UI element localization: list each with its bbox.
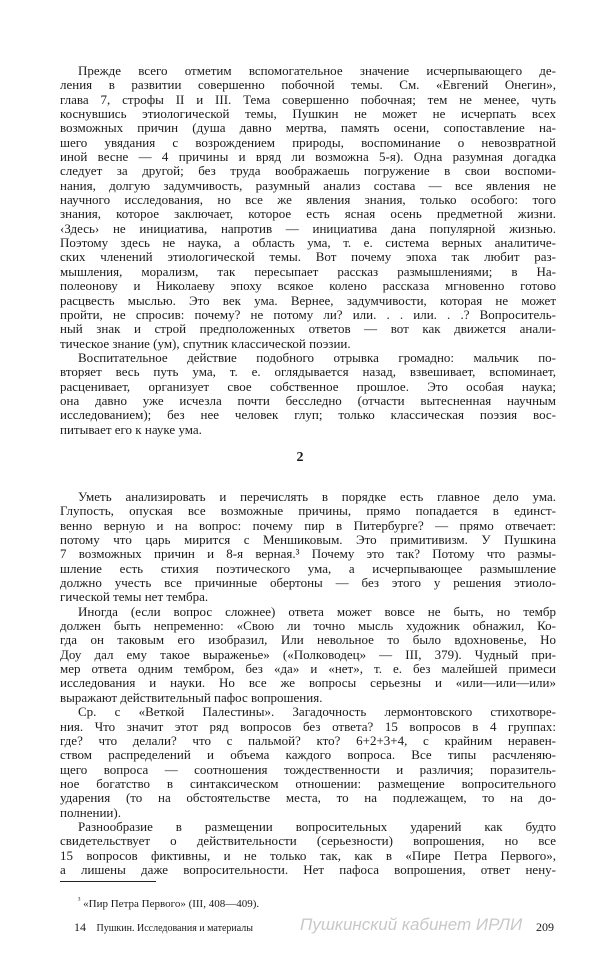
text-line: полнении).	[60, 804, 121, 820]
text-line: вторяет весь путь ума, т. е. оглядывается назад, взвешивает, вспоминает,	[60, 364, 556, 380]
text-line: 15 вопросов фиктивны, и не только так, как в «Пире Петра Первого»,	[60, 847, 556, 863]
text-line: потому что царь мирится с Меншиковым. Это примитивизм. У Пушкина	[60, 532, 556, 548]
text-line: 7 возможных причин и 8-я верная.³ Почему это так? Потому что размы-	[60, 546, 556, 562]
text-line: венно верную и на вопрос: почему пир в Питербурге? — прямо отвечает:	[60, 517, 556, 533]
text-line: ное богатство в синтаксическом отношении: размещение вопросительного	[60, 775, 556, 791]
paragraph	[60, 64, 556, 351]
paragraph	[60, 351, 556, 437]
text-line: ских членений этиологической темы. Вот почему эпоха так любит раз-	[60, 249, 556, 265]
text-block-top	[60, 64, 556, 437]
text-line: Ср. с «Веткой Палестины». Загадочность лермонтовского стихотворе-	[78, 704, 556, 720]
footnote-text: «Пир Петра Первого» (III, 408—409).	[83, 898, 260, 910]
text-line: исследованием); без нее человек глуп; только классическая поэзия вос-	[60, 407, 556, 423]
paragraph	[60, 490, 556, 605]
text-line: ударения (то на обстоятельстве места, то на подлежащем, то на до-	[60, 790, 556, 806]
text-line: шление есть стихия поэтического ума, а исчерпывающее размышление	[60, 560, 556, 576]
text-line: щего вопроса — соотношения тождественности и различия; поразитель-	[60, 761, 556, 777]
paragraph	[60, 820, 556, 877]
text-line: полеонову и Николаеву эпоху всякое колено рассказа мгновенно готово	[60, 278, 556, 294]
signature-mark: 14	[74, 920, 86, 934]
text-line: иной весне — 4 причины и вряд ли возможна 5-я). Одна разумная догадка	[60, 149, 556, 165]
footnote-mark: ³	[78, 895, 81, 905]
page-number: 209	[536, 920, 554, 934]
text-line: пройти, не спросив: почему? не потому ли? или. . . или. . .? Вопроситель-	[60, 306, 556, 322]
text-line: где? что делали? что с пальмой? кто? 6+2+3+4, с крайним неравен-	[60, 732, 556, 748]
text-line: расценивает, организует свое собственное прошлое. Это особая наука;	[60, 378, 556, 394]
text-line: нания, долгую задумчивость, разумный анализ состава — все явления не	[60, 177, 556, 193]
text-block-bottom	[60, 490, 556, 877]
text-line: научного исследования, но все же явления знания, только особого: того	[60, 192, 556, 208]
text-line: Воспитательное действие подобного отрывка громадно: мальчик по-	[78, 349, 556, 365]
text-line: Поэтому здесь не наука, а область ума, т. е. система верных аналитиче-	[60, 235, 556, 251]
text-line: ления в развитии совершенно побочной темы. См. «Евгений Онегин»,	[60, 77, 556, 93]
text-line: ния. Что значит этот ряд вопросов без ответа? 15 вопросов в 4 группах:	[60, 718, 556, 734]
text-line: Доу дал ему такое выраженье» («Полководец» — III, 379). Чудный при-	[60, 646, 556, 662]
text-line: ством распределений и объема каждого вопроса. Все типы расчленяю-	[60, 747, 556, 763]
text-line: коснувшись этиологической темы, Пушкин не может не исчерпать всех	[60, 106, 556, 122]
text-line: питывает его к науке ума.	[60, 421, 202, 437]
watermark: Пушкинский кабинет ИРЛИ	[300, 915, 523, 934]
text-line: возможных причин (душа давно мертва, память осени, сопоставление на-	[60, 120, 556, 136]
footer-title: Пушкин. Исследования и материалы	[96, 923, 253, 934]
text-line: Разнообразие в размещении вопросительных ударений как будто	[78, 818, 556, 834]
section-number: 2	[296, 450, 304, 465]
text-line: должно учесть все причинные обертоны — без этого у решения этиоло-	[60, 575, 556, 591]
text-line: Уметь анализировать и перечислять в порядке есть главное дело ума.	[78, 489, 556, 504]
text-line: должен быть непременно: «Свою ли точно мысль художник обнажил, Ко-	[60, 618, 556, 634]
text-line: знания, которое заключает, которое есть ясная осень предметной жизни.	[60, 206, 556, 222]
text-line: она давно уже исчезла почти бесследно (отчасти вытесненная научным	[60, 392, 556, 408]
text-line: гда он таковым его изобразил, Или невольное то было вдохновенье, Но	[60, 632, 556, 648]
text-line: гической темы нет тембра.	[60, 589, 209, 605]
paragraph	[60, 705, 556, 820]
text-line: ный знак и строй предположенных ответов — вот как движется анали-	[60, 321, 556, 337]
text-line: Глупость, опуская все возможные причины, прямо попадается в единст-	[60, 503, 556, 519]
footnote-divider	[60, 881, 156, 882]
text-line: исследования и науки. Но все же вопросы серьезны и «или—или—или»	[60, 675, 556, 691]
text-line: следует за другой; без труда воображаешь погружение в свои воспоми-	[60, 163, 556, 179]
text-line: ‹Здесь› не инициатива, напротив — инициатива дана популярной жизнью.	[60, 220, 556, 236]
text-line: мер ответа одним тембром, без «да» и «нет», т. е. без малейшей примеси	[60, 661, 556, 677]
footnote	[78, 895, 260, 911]
text-line: шего увядания с возрождением природы, воспоминание о невозвратной	[60, 134, 556, 150]
text-line: расцвесть мыслью. Это век ума. Вернее, задумчивости, которая не может	[60, 292, 556, 308]
text-line: а лишены даже вопросительности. Нет пафоса вопрошения, ответ нену-	[60, 861, 556, 877]
text-line: Прежде всего отметим вспомогательное значение исчерпывающего де-	[78, 63, 556, 78]
text-line: свидетельствует о действительности (серьезности) вопрошения, но все	[60, 833, 556, 849]
paragraph	[60, 605, 556, 705]
text-line: мышления, морализм, так пересыпает рассказ размышлениями; в На-	[60, 263, 556, 279]
text-line: тическое знание (ум), спутник классической поэзии.	[60, 335, 351, 351]
text-line: глава 7, строфы II и III. Тема совершенно побочная; тем не менее, чуть	[60, 91, 556, 107]
text-line: Иногда (если вопрос сложнее) ответа может вовсе не быть, но тембр	[78, 603, 556, 619]
text-line: выражают действительный пафос вопрошения.	[60, 689, 323, 705]
